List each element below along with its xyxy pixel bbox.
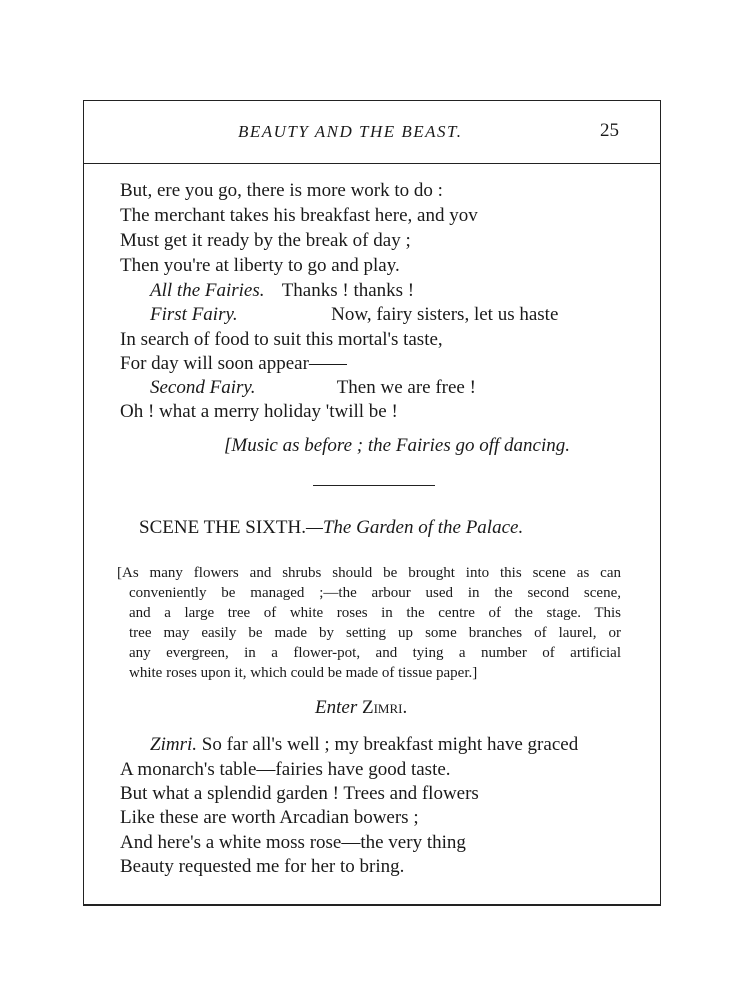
- speech-zimri: [150, 734, 578, 756]
- speech-second-fairy: [150, 377, 476, 399]
- enter-character: Zimri.: [361, 697, 408, 718]
- scene-description: [117, 563, 621, 683]
- bottom-rule: [83, 905, 661, 906]
- verse-line: And here's a white moss rose—the very thing: [120, 832, 466, 853]
- verse-line: In search of food to suit this mortal's taste,: [120, 329, 443, 350]
- enter-word: Enter: [315, 697, 358, 718]
- section-divider: [313, 485, 435, 486]
- enter-direction: [315, 697, 407, 719]
- speaker-name: Second Fairy.: [150, 377, 256, 398]
- verse-line: Oh ! what a merry holiday 'twill be !: [120, 401, 398, 422]
- scene-title-main: SCENE THE SIXTH.: [139, 517, 306, 538]
- speaker-name: First Fairy.: [150, 304, 238, 325]
- speaker-name: Zimri.: [150, 734, 197, 755]
- scene-title-location: —The Garden of the Palace.: [305, 517, 524, 538]
- verse-line: The merchant takes his breakfast here, and yov: [120, 205, 478, 226]
- description-line: conveniently be managed ;—the arbour used in the second scene,: [129, 585, 621, 601]
- stage-direction: [Music as before ; the Fairies go off dancing.: [224, 435, 570, 456]
- verse-line: Must get it ready by the break of day ;: [120, 230, 411, 251]
- speech-text: Now, fairy sisters, let us haste: [331, 304, 559, 325]
- header-rule: [83, 163, 661, 164]
- page-number: 25: [600, 120, 619, 141]
- scene-title: [139, 517, 523, 539]
- verse-line: But, ere you go, there is more work to do :: [120, 180, 443, 201]
- description-line: [As many flowers and shrubs should be brought into this scene as can: [117, 565, 621, 581]
- description-line: and a large tree of white roses in the centre of the stage. This: [129, 605, 621, 621]
- speaker-name: All the Fairies.: [150, 280, 265, 301]
- speech-all-fairies: [150, 280, 414, 302]
- description-line: white roses upon it, which could be made of tissue paper.]: [129, 665, 478, 681]
- speech-text: Thanks ! thanks !: [281, 280, 415, 301]
- speech-text: So far all's well ; my breakfast might have graced: [201, 734, 579, 755]
- verse-line: Then you're at liberty to go and play.: [120, 255, 400, 276]
- verse-line: For day will soon appear——: [120, 353, 347, 374]
- description-line: tree may easily be made by setting up some branches of laurel, or: [129, 625, 621, 641]
- verse-line: But what a splendid garden ! Trees and flowers: [120, 783, 479, 804]
- verse-line: Like these are worth Arcadian bowers ;: [120, 807, 419, 828]
- speech-first-fairy: [150, 304, 558, 326]
- verse-line: A monarch's table—fairies have good taste.: [120, 759, 451, 780]
- description-line: any evergreen, in a flower-pot, and tying a number of artificial: [129, 645, 621, 661]
- speech-text: Then we are free !: [336, 377, 476, 398]
- running-head: BEAUTY AND THE BEAST.: [238, 122, 463, 141]
- verse-line: Beauty requested me for her to bring.: [120, 856, 405, 877]
